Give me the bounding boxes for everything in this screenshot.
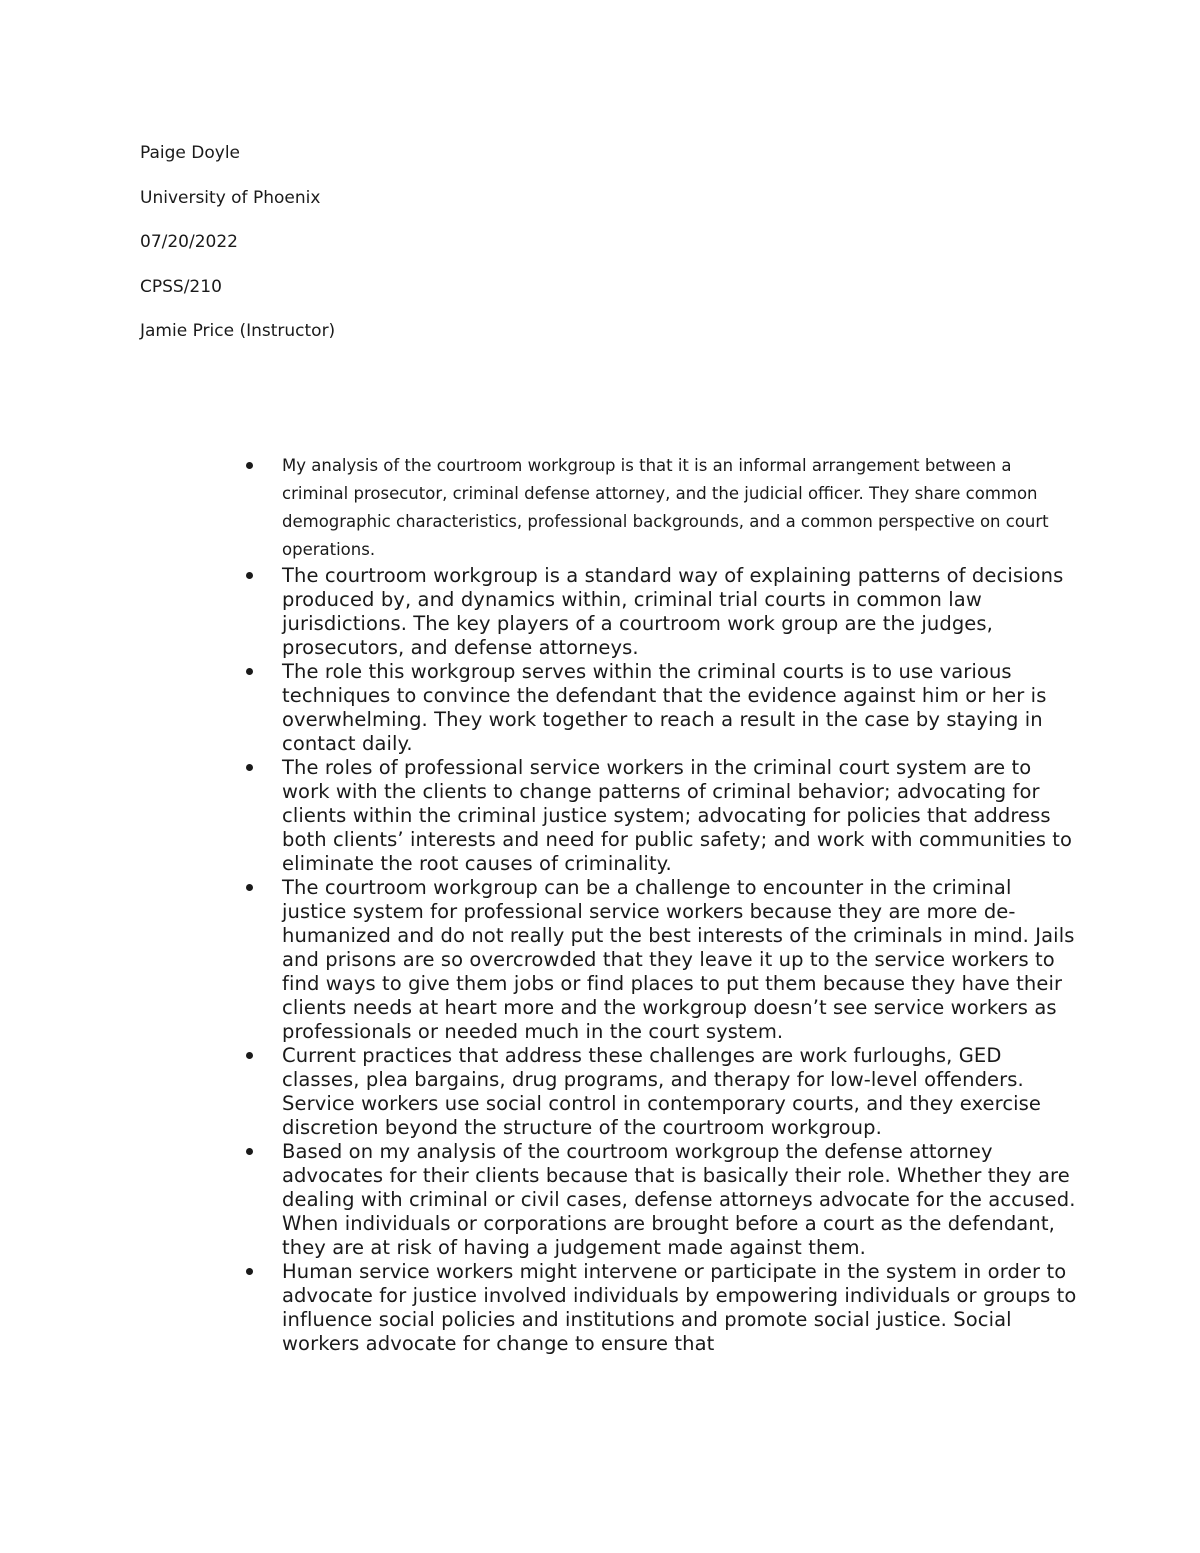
bullet-icon xyxy=(246,572,253,579)
list-item-text: The roles of professional service workers in the criminal court system are to work with the clients to change patterns of criminal behavior; advocating for clients within the criminal justice system; advocating for policies that address both clients’ interests and need for public safety; and work with communities to eliminate the root causes of criminality. xyxy=(282,756,1073,875)
list-item-text: Current practices that address these challenges are work furloughs, GED classes, plea bargains, drug programs, and therapy for low-level offenders. Service workers use social control in contemporary courts, and they exercise discretion beyond the structure of the courtroom workgroup. xyxy=(282,1044,1042,1139)
list-item xyxy=(240,1140,1080,1260)
document-header xyxy=(140,143,335,366)
bullet-icon xyxy=(246,884,253,891)
list-item xyxy=(240,452,1080,564)
bullet-list xyxy=(240,452,1080,1356)
bullet-icon xyxy=(246,1148,253,1155)
list-item xyxy=(240,756,1080,876)
list-item xyxy=(240,1260,1080,1356)
list-item-text: Based on my analysis of the courtroom workgroup the defense attorney advocates for their clients because that is basically their role. Whether they are dealing with criminal or civil cases, defense attorneys advocate for the accused. When individuals or corporations are brought before a court as the defendant, they are at risk of having a judgement made against them. xyxy=(282,1140,1076,1259)
list-item-text: The courtroom workgroup is a standard way of explaining patterns of decisions produced by, and dynamics within, criminal trial courts in common law jurisdictions. The key players of a courtroom work group are the judges, prosecutors, and defense attorneys. xyxy=(282,564,1064,659)
bullet-icon xyxy=(246,462,253,469)
course-code: CPSS/210 xyxy=(140,276,222,297)
list-item-text: My analysis of the courtroom workgroup is that it is an informal arrangement between a criminal prosecutor, criminal defense attorney, and the judicial officer. They share common demographic characteristics, professional backgrounds, and a common perspective on court operations. xyxy=(282,456,1049,559)
bullet-icon xyxy=(246,1268,253,1275)
list-item-text: Human service workers might intervene or participate in the system in order to advocate for justice involved individuals by empowering individuals or groups to influence social policies and institutions and promote social justice. Social workers advocate for change to ensure that xyxy=(282,1260,1077,1355)
document-date: 07/20/2022 xyxy=(140,232,238,252)
bullet-icon xyxy=(246,668,253,675)
list-item xyxy=(240,564,1080,660)
list-item xyxy=(240,660,1080,756)
bullet-icon xyxy=(246,1052,253,1059)
instructor-name: Jamie Price (Instructor) xyxy=(140,321,336,341)
institution-name: University of Phoenix xyxy=(140,187,321,208)
list-item xyxy=(240,876,1080,1044)
author-name: Paige Doyle xyxy=(140,143,241,163)
bullet-icon xyxy=(246,764,253,771)
list-item xyxy=(240,1044,1080,1140)
list-item-text: The courtroom workgroup can be a challenge to encounter in the criminal justice system for professional service workers because they are more de-humanized and do not really put the best interests of the criminals in mind. Jails and prisons are so overcrowded that they leave it up to the service workers to find ways to give them jobs or find places to put them because they have their clients needs at heart more and the workgroup doesn’t see service workers as professionals or needed much in the court system. xyxy=(282,876,1075,1043)
list-item-text: The role this workgroup serves within the criminal courts is to use various techniques to convince the defendant that the evidence against him or her is overwhelming. They work together to reach a result in the case by staying in contact daily. xyxy=(282,660,1047,755)
